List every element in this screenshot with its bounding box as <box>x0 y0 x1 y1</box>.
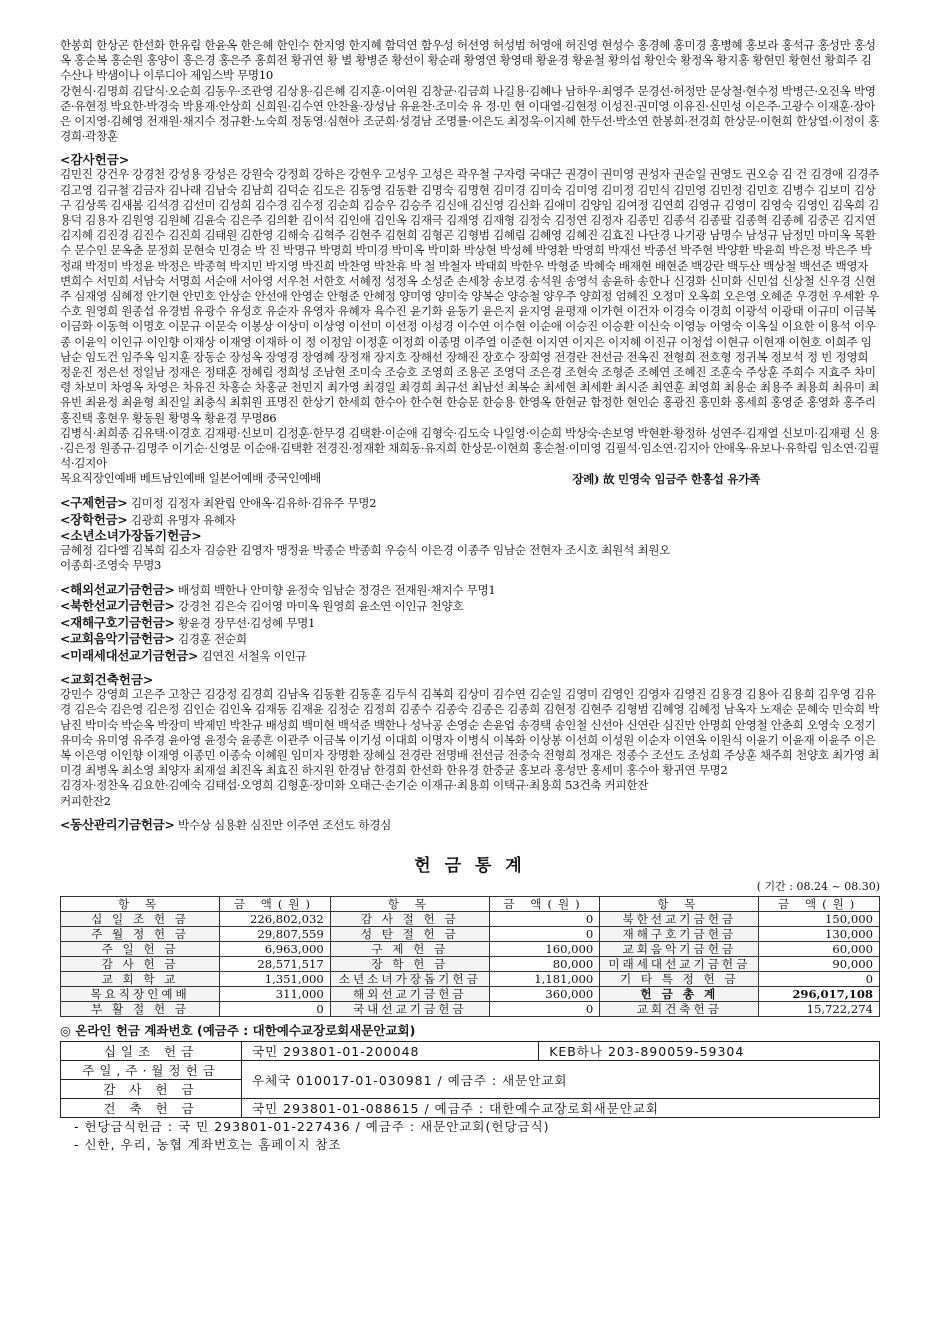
stats-label: 기 타 특 정 헌 금 <box>600 972 759 987</box>
names-list: 강경천 김은숙 김이영 마미옥 원영희 윤소연 이인규 천양호 <box>177 599 464 614</box>
thanks-section <box>60 152 880 487</box>
stats-total-value: 296,017,108 <box>759 987 880 1002</box>
inline-row <box>60 495 880 512</box>
stats-value: 0 <box>220 1002 331 1017</box>
col-header: 항 목 <box>600 897 759 912</box>
section-title: <북한선교기금헌금> <box>60 598 175 614</box>
inline-row <box>60 817 880 834</box>
stats-label: 교 회 학 교 <box>61 972 220 987</box>
stats-label: 성 탄 절 헌 금 <box>330 927 489 942</box>
stats-value: 311,000 <box>220 987 331 1002</box>
account-row <box>61 1099 880 1118</box>
stats-label: 교회건축헌금 <box>600 1002 759 1017</box>
stats-value: 60,000 <box>759 942 880 957</box>
account-number: KEB하나 203-890059-59304 <box>539 1042 880 1061</box>
account-table <box>60 1041 880 1118</box>
col-header: 금 액(원) <box>759 897 880 912</box>
account-label: 감 사 헌 금 <box>61 1080 242 1099</box>
offering-page <box>60 38 880 1154</box>
stats-value: 80,000 <box>489 957 599 972</box>
inline-row <box>60 598 880 615</box>
stats-label: 구 제 헌 금 <box>330 942 489 957</box>
stats-label: 재해구호기금헌금 <box>600 927 759 942</box>
names-list: 박수상 심용환 심진만 이주연 조선도 하경심 <box>177 817 392 832</box>
building-section <box>60 672 880 809</box>
stats-value: 360,000 <box>489 987 599 1002</box>
col-header: 항 목 <box>61 897 220 912</box>
inline-row <box>60 582 880 599</box>
stats-period: ( 기간 : 08.24 ~ 08.30) <box>756 880 880 894</box>
stats-label: 미래세대선교기금헌금 <box>600 957 759 972</box>
stats-label: 북한선교기금헌금 <box>600 912 759 927</box>
stats-value: 0 <box>759 972 880 987</box>
account-number: 우체국 010017-01-030981 / 예금주 : 새문안교회 <box>242 1061 880 1099</box>
stats-row <box>61 912 880 927</box>
mission-section <box>60 582 880 665</box>
section-title: <해외선교기금헌금> <box>60 581 175 597</box>
relief-section <box>60 495 880 573</box>
stats-label: 감 사 헌 금 <box>61 957 220 972</box>
stats-total-label: 헌 금 총 계 <box>600 987 759 1002</box>
names-list: 김민진 강건우 강경천 강성용 강성은 강원숙 강정희 강하은 강현우 고성우 고성은 곽우철 구자령 국대근 권경이 권미영 권성자 권순일 권영도 권오승 김 건 김경애 김경주 김고영 김규철 김금자 김나래 김남숙 김남희 김덕순 김도은 김동영 김동환 김명숙 김명현 김미경 김미숙 김미영 김미정 김민식 김민영 김민정 김민호 김병수 김보미 김상구 김상록 김새봄 김석경 김선미 김성희 김수경 김수정 김순희 김승우 김승주 김신애 김신영 김신화 김애미 김양임 김여정 김연희 김영규 김영미 김영숙 김영인 김옥희 김용덕 김용자 김원영 김원혜 김윤숙 김은주 김의환 김이석 김인애 김인옥 김재극 김재영 김재형 김정숙 김정연 김정자 김종민 김종석 김종팔 김종혁 김종혜 김중곤 김지연 김지혜 김진경 김진수 김진희 김태원 김한영 김해숙 김혁주 김현주 김현희 김형곤 김형범 김혜림 김혜영 김혜진 김효진 나단경 나기광 남명수 남성규 남정민 마미옥 목환수 문수인 문옥춘 문정희 문현숙 민경순 박 진 박명규 박명희 박미경 박미옥 박미화 박상현 박성혜 박영환 박영희 박재선 박종선 박주현 박양환 박윤희 박은정 박은주 박정래 박정미 박정윤 박정은 박종혁 박지민 박지영 박진희 박찬영 박찬휴 박 철 박철자 박태희 박한우 박형준 박혜숙 배재현 배현준 백강란 백두산 백상철 백선준 백영자 변희수 서민희 서남숙 서명희 서순애 서아영 서우천 서한호 서혜정 성정옥 소성준 손세창 송보경 송석원 송영석 송윤하 송한나 신경화 신미화 신민섭 신상철 신우경 신현주 심재영 심혜정 안기현 안민호 안상순 안선애 안영순 안형준 안혜정 양미영 양미숙 양복순 양승철 양우주 양희정 엄혜진 오정미 오옥희 오은영 오혜준 우경헌 우세환 우수호 원영희 원종섭 유경범 유광수 유성호 유순자 유영자 유혜자 육수진 윤기화 윤동기 윤은지 윤지영 윤평재 이가현 이건자 이경숙 이경희 이광석 이광태 이규미 이금복 이금화 이동혁 이명호 이문규 이문숙 이봉상 이상미 이상영 이선미 이선정 이성경 이수연 이수현 이순애 이승진 이승환 이신숙 이영능 이영숙 이옥실 이요한 이용석 이우종 이윤익 이인규 이인향 이재상 이재영 이재하 이 정 이정임 이정훈 이정희 이종명 이주열 이준현 이지연 이지은 이지혜 이진규 이청섭 이현규 이현재 이현호 이희주 임남순 임도건 임주옥 임지훈 장동순 장성옥 장영경 장영혜 장정재 장지호 장해선 장해진 장호수 장희영 전경란 전선금 전옥진 전형희 전호형 정귀복 정보석 정 빈 정영희 정운진 정은선 정일남 정재은 정태훈 정혜림 정희성 조남현 조미숙 조승호 조영희 조용곤 조영덕 조은경 조현숙 조형준 조혜연 조혜진 조훈숙 주상훈 주희수 지효주 차미령 차보미 차영옥 차영은 차유진 차홍순 차홍균 천민지 최가영 최경일 최경희 최규선 최남선 최복순 최세현 최세환 최시준 최연훈 최영희 최용순 최용주 최용희 최유미 최유빈 최윤정 최윤형 최진일 최충식 최휘원 표명진 한상기 한세희 한수아 한수현 한승문 한승용 한영옥 한현균 함정한 현인순 홍광진 홍민화 홍세희 홍영준 홍영화 홍주리 홍진택 홍현우 황동원 황명옥 황윤경 무명86 김병식·최희종 김유택·이경호 김재평·신보미 김정훈·한무경 김택환·이순애 김형숙·김도숙 나일영·이순희 박상숙·손보영 박현환·황정하 성연주·김재열 신보미·김재평 신 용·김은정 원종규·김명주 이기순·신영문 이순애·김택환 전경진·정재환 채희동·유지희 한상문·이현희 홍순철·이미영 김필석·임소연·김지아 안애옥·유보나·유학림 임소연·김필석·김지아 목요직장인예배 베트남인예배 일본어예배 중국인예배 <box>60 167 880 486</box>
stats-label: 주 일 헌 금 <box>61 942 220 957</box>
names-list: 김연진 서철욱 이인규 <box>201 648 307 663</box>
note-line: - 신한, 우리, 농협 계좌번호는 홈페이지 참조 <box>74 1137 342 1153</box>
names-list: 강민수 강영희 고은주 고창근 김강정 김경희 김남옥 김동환 김동훈 김두식 김복희 김상미 김수연 김순일 김영미 김영인 김영자 김영진 김용경 김용아 김용희 김우영 김유경 김은숙 김은영 김은정 김인순 김인옥 김재동 김재윤 김정순 김정희 김종수 김종숙 김종은 김종희 김현정 김현주 김형범 김혜영 김혜정 남옥자 노재순 문혜숙 민숙희 박남진 박미숙 박순옥 박장미 박제민 박찬규 배성희 백미현 백석준 백한나 성낙공 손영순 손윤업 송경택 송인철 신선아 신연란 심진만 안명희 안영철 안춘희 오영숙 오정기 유미숙 유미영 유주경 윤아영 윤정숙 윤종흔 이관주 이금복 이기성 이대희 이명자 이병식 이복화 이상봉 이선희 이성원 이순자 이연옥 이원식 이윤기 이윤재 이윤주 이은복 이은영 이인향 이재영 이종민 이종숙 이혜원 임미자 장명환 장혜실 전경란 전명배 전선금 전중숙 전형희 정재은 정종수 조선도 조성희 주상훈 채주희 천양호 최가영 최미경 최병옥 최소영 최양자 최재설 최진옥 최효진 하지원 한경남 한경희 한선화 한유경 한중균 홍보라 홍성만 홍세미 홍수아 황귀연 무명2 김경자·정찬옥 김요한·김예숙 김태섭·오영희 김형훈·장미화 오태근·손기순 이재규·최용희 이택규·최용희 53건축 커피한잔 커피한잔2 <box>60 687 880 808</box>
stats-value: 29,807,559 <box>220 927 331 942</box>
col-header: 금 액(원) <box>220 897 331 912</box>
stats-label: 국내선교기금헌금 <box>330 1002 489 1017</box>
names-top: 한봉희 한상곤 한선화 한유림 한윤옥 한은혜 한인수 한지영 한지혜 함덕연 함우성 허선영 허성범 허영애 허진영 현성수 홍경혜 홍미경 홍병혜 홍보라 홍석규 홍성만 홍성옥 홍순복 홍순원 홍양이 홍은경 홍은주 홍희전 황귀연 황 별 황병준 황선이 황순래 황영연 황영태 황윤경 황윤철 황의섭 황인숙 황정옥 황지홍 황현민 황현선 황희주 김수산나 박샘이나 이루디아 제임스박 무명10 강현식·김명희 김달식·오순희 김동우·조관영 김상용·김은혜 김지훈·이여원 김창균·김금희 나길용·김혜나 남하우·최영주 문경선·허정만 문상철·현수정 박병근·오진옥 박영준·유현정 박요한·박경숙 박용재·안상희 신희원·김수연 안찬율·장성남 유윤찬·조미숙 유 정·민 현 이대열·김현정 이성진·권미영 이유진·신민성 이은주·고광수 이재훈·장아은 이지영·김혜영 전재원·채지수 정규환·노숙희 정동영·심현아 조군희·성경남 조명률·이은도 최정욱·이지혜 한두선·박소연 한봉희·전경희 한상문·이현희 한상열·이정이 홍경희·곽창훈 <box>60 38 880 144</box>
stats-label: 해외선교기금헌금 <box>330 987 489 1002</box>
inline-row <box>60 512 880 529</box>
stats-title: 헌 금 통 계 <box>414 856 526 877</box>
stats-label: 십 일 조 헌 금 <box>61 912 220 927</box>
stats-row <box>61 957 880 972</box>
stats-label: 장 학 헌 금 <box>330 957 489 972</box>
stats-value: 130,000 <box>759 927 880 942</box>
stats-header-row <box>61 897 880 912</box>
col-header: 항 목 <box>330 897 489 912</box>
account-title: ◎ 온라인 헌금 계좌번호 (예금주 : 대한예수교장로회새문안교회) <box>60 1023 416 1039</box>
stats-row <box>61 927 880 942</box>
stats-table <box>60 896 880 1017</box>
account-label: 건 축 헌 금 <box>61 1099 242 1118</box>
account-row <box>61 1061 880 1080</box>
stats-label: 목요직장인예배 <box>61 987 220 1002</box>
account-number: 국민 293801-01-088615 / 예금주 : 대한예수교장로회새문안교회 <box>242 1099 880 1118</box>
section-title: <교회음악기금헌금> <box>60 631 175 647</box>
section-title: <감사헌금> <box>60 152 130 168</box>
stats-value: 6,963,000 <box>220 942 331 957</box>
stats-label: 교회음악기금헌금 <box>600 942 759 957</box>
stats-label: 주 월 정 헌 금 <box>61 927 220 942</box>
names-list: 금혜정 김다엘 김복희 김소자 김승완 김영자 맹정윤 박종순 박종희 우승식 이은경 이종주 임남순 전현자 조시호 최원석 최원오 이종희·조영숙 무명3 <box>60 543 671 573</box>
section-title: <장학헌금> <box>60 511 128 527</box>
section-title: <미래세대선교기금헌금> <box>60 647 199 663</box>
account-label: 십일조 헌금 <box>61 1042 242 1061</box>
stats-value: 15,722,274 <box>759 1002 880 1017</box>
account-label: 주일,주·월정헌금 <box>61 1061 242 1080</box>
stats-row <box>61 987 880 1002</box>
stats-value: 226,802,032 <box>220 912 331 927</box>
stats-label: 감 사 절 헌 금 <box>330 912 489 927</box>
stats-value: 0 <box>489 927 599 942</box>
inline-row <box>60 648 880 665</box>
names-list: 김경훈 전순희 <box>177 632 247 647</box>
names-list: 김광희 유명자 유혜자 <box>130 512 236 527</box>
names-list: 배성희 백한나 안미향 윤정숙 임남순 정경은 전재원·채지수 무명1 <box>177 582 496 597</box>
stats-value: 160,000 <box>489 942 599 957</box>
memorial-note: 장례) 故 민영숙 임금주 한홍섭 유가족 <box>572 471 760 486</box>
property-section <box>60 817 880 834</box>
stats-label: 소년소녀가장돕기헌금 <box>330 972 489 987</box>
stats-value: 90,000 <box>759 957 880 972</box>
inline-row <box>60 631 880 648</box>
stats-value: 0 <box>489 1002 599 1017</box>
section-title: <재해구호기금헌금> <box>60 614 175 630</box>
stats-label: 부 활 절 헌 금 <box>61 1002 220 1017</box>
account-number: 국민 293801-01-200048 <box>242 1042 539 1061</box>
stats-value: 28,571,517 <box>220 957 331 972</box>
section-title: <교회건축헌금> <box>60 672 154 688</box>
names-list: 김미정 김정자 최완립 안애옥·김유하·김유주 무명2 <box>130 496 377 511</box>
inline-row <box>60 615 880 632</box>
section-title: <소년소녀가장돕기헌금> <box>60 528 202 544</box>
section-title: <구제헌금> <box>60 495 128 511</box>
account-row <box>61 1042 880 1061</box>
stats-value: 1,181,000 <box>489 972 599 987</box>
stats-row <box>61 942 880 957</box>
stats-row <box>61 1002 880 1017</box>
col-header: 금 액(원) <box>489 897 599 912</box>
names-list: 황윤경 장무선·김성혜 무명1 <box>177 615 316 630</box>
stats-value: 0 <box>489 912 599 927</box>
stats-row <box>61 972 880 987</box>
note-line: - 헌당금식헌금 : 국 민 293801-01-227436 / 예금주 : 새문안교회(헌당금식) <box>74 1119 550 1135</box>
stats-value: 1,351,000 <box>220 972 331 987</box>
section-title: <동산관리기금헌금> <box>60 816 175 832</box>
stats-value: 150,000 <box>759 912 880 927</box>
